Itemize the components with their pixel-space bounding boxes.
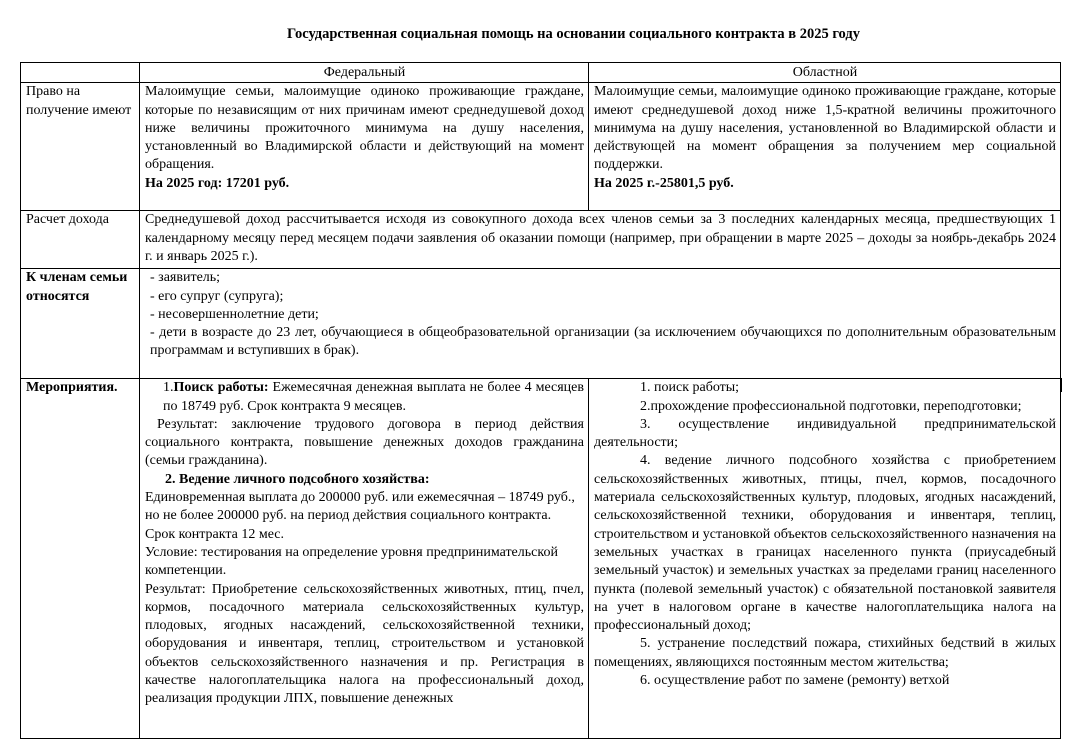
measures-federal-cell xyxy=(140,379,589,739)
measure-job-title: Поиск работы: xyxy=(173,380,269,396)
family-item: - заявитель; xyxy=(150,270,221,286)
row-label-income xyxy=(21,211,140,269)
eligibility-regional-amount: На 2025 г.-25801,5 руб. xyxy=(594,175,734,191)
eligibility-regional-text: Малоимущие семьи, малоимущие одиноко проживающие граждане, которые имеют среднедушевой доход ниже 1,5-кратной величины прожиточного минимума на душу населения, установленной во Владимирской области и действующей на момент обращения за получением мер социальной поддержки. xyxy=(594,84,1056,173)
row-label-eligibility xyxy=(21,83,140,211)
header-regional: Областной xyxy=(589,63,1061,83)
measures-label: Мероприятия. xyxy=(26,380,118,396)
document-title: Государственная социальная помощь на основании социального контракта в 2025 году xyxy=(287,26,860,42)
regional-measure-item: 5. устранение последствий пожара, стихийных бедствий в жилых помещениях, являющихся постоянным местом жительства; xyxy=(594,636,1056,670)
measure-farm-payment: Единовременная выплата до 200000 руб. или ежемесячная – 18749 руб., но не более 200000 руб. на период действия социального контракта. Срок контракта 12 мес. xyxy=(145,490,575,542)
eligibility-label: Право на получение имеют xyxy=(26,84,132,118)
row-income xyxy=(21,211,1061,269)
eligibility-federal-cell xyxy=(140,83,589,211)
family-label: К членам семьи относятся xyxy=(26,270,128,304)
measure-farm-condition: Условие: тестирования на определение уровня предпринимательской компетенции. xyxy=(145,544,558,579)
measure-farm-result: Результат: Приобретение сельскохозяйственных животных, птиц, пчел, кормов, посадочного материала сельскохозяйственных культур, плодовых, ягодных насаждений, сельскохозяйственной техники, оборудования и инвентаря, теплиц, строительством и установкой объектов сельскохозяйственного назначения и пр. Регистрация в качестве налогоплательщика налога на профессиональный доход, реализация продукции ЛПХ, повышение денежных xyxy=(145,581,584,707)
eligibility-federal-text: Малоимущие семьи, малоимущие одиноко проживающие граждане, которые по независящим от них причинам имеют среднедушевой доход ниже величины прожиточного минимума на душу населения, установленный во Владимирской области и действующий на момент обращения. xyxy=(145,84,584,173)
eligibility-regional-cell xyxy=(589,83,1061,211)
measure-job-text: Ежемесячная денежная выплата не более 4 месяцев по 18749 руб. Срок контракта 9 месяцев. xyxy=(163,380,584,414)
income-label: Расчет дохода xyxy=(26,212,109,228)
row-family xyxy=(21,269,1061,379)
header-empty-cell xyxy=(21,63,140,83)
social-contract-table xyxy=(20,62,1061,739)
regional-measure-item: 1. поиск работы; xyxy=(640,380,740,396)
eligibility-federal-amount: На 2025 год: 17201 руб. xyxy=(145,175,290,191)
regional-measure-item: 6. осуществление работ по замене (ремонту) ветхой xyxy=(640,673,950,689)
family-cell xyxy=(140,269,1061,379)
header-federal: Федеральный xyxy=(140,63,589,83)
measure-job-result: Результат: заключение трудового договора в период действия социального контракта, повышение денежных доходов гражданина (семьи гражданина). xyxy=(145,416,584,469)
family-item: - дети в возрасте до 23 лет, обучающиеся в общеобразовательной организации (за исключением обучающихся по дополнительным образовательным программам и вступивших в брак). xyxy=(150,325,1056,359)
measure-job xyxy=(145,379,584,416)
income-cell xyxy=(140,211,1061,269)
measures-regional-cell xyxy=(589,379,1061,739)
text-cursor xyxy=(1060,378,1062,392)
family-item: - несовершеннолетние дети; xyxy=(150,306,319,322)
row-label-measures xyxy=(21,379,140,739)
measure-job-num: 1. xyxy=(163,380,174,396)
measure-farm-title: 2. Ведение личного подсобного хозяйства: xyxy=(165,471,430,487)
table-header-row xyxy=(21,63,1061,83)
row-label-family xyxy=(21,269,140,379)
regional-measure-item: 3. осуществление индивидуальной предпринимательской деятельности; xyxy=(594,416,1056,451)
regional-measure-item: 4. ведение личного подсобного хозяйства с приобретением сельскохозяйственных животных, птицы, пчел, кормов, посадочного материала сельскохозяйственных культур, плодовых, ягодных насаждений, сельскохозяйственной техники, оборудования и инвентаря, теплиц, строительством и установкой объектов сельскохозяйственного назначения на земельных участках в границах населенного пункта (приусадебный земельный участок) и земельных участках за пределами границ населенного пункта (полевой земельный участок) с обязательной постановкой заявителя на учет в налоговом органе в качестве налогоплательщика налога на профессиональный доход; xyxy=(594,453,1056,634)
regional-measure-item: 2.прохождение профессиональной подготовки, переподготовки; xyxy=(640,398,1022,414)
row-measures xyxy=(21,379,1061,739)
family-item: - его супруг (супруга); xyxy=(150,288,284,304)
row-eligibility xyxy=(21,83,1061,211)
income-text: Среднедушевой доход рассчитывается исходя из совокупного дохода всех членов семьи за 3 последних календарных месяца, предшествующих 1 календарному месяцу перед месяцем подачи заявления об оказании помощи (например, при обращении в марте 2025 – доходы за ноябрь-декабрь 2024 г. и январь 2025 г.). xyxy=(145,212,1056,264)
